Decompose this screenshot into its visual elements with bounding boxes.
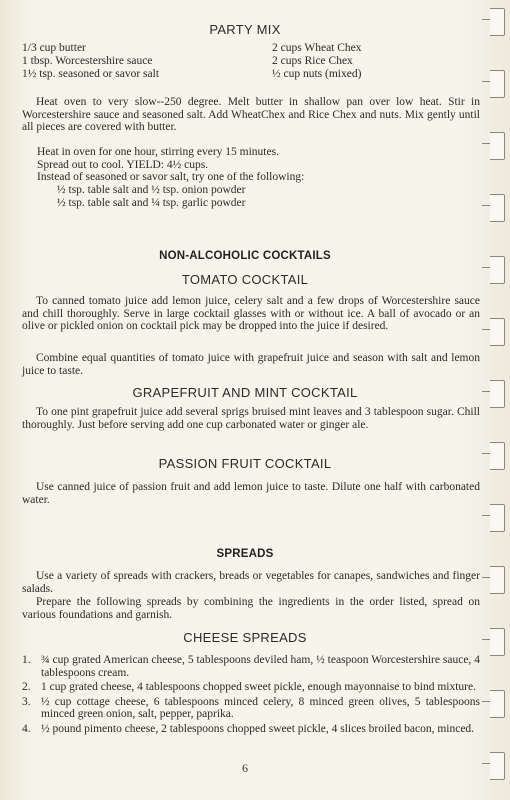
passion-fruit-title: PASSION FRUIT COCKTAIL [158, 456, 332, 471]
spreads-intro-1: Use a variety of spreads with crackers, breads or vegetables for canapes, sandwiches and finger salads. [22, 570, 480, 595]
list-item [22, 654, 480, 679]
binding-tab [490, 256, 505, 284]
binding-tab [490, 132, 505, 160]
tomato-cocktail-text: To canned tomato juice add lemon juice, celery salt and a few drops of Worcestershire sauce and chill thoroughly. Serve in large cocktail glasses with or without ice. A ball of avocado or an olive or pickled onion on cocktail pick may be dropped into the juice if desired. [22, 295, 480, 333]
binding-tab [490, 380, 505, 408]
binding-tab [490, 318, 505, 346]
step-line: Instead of seasoned or savor salt, try one of the following: [37, 171, 305, 184]
spreads-intro-2: Prepare the following spreads by combining the ingredients in the order listed, spread on various foundations and garnish. [22, 596, 480, 621]
list-item [22, 696, 480, 721]
party-mix-ingredients-right [272, 42, 362, 81]
ingredient: 2 cups Wheat Chex [272, 42, 362, 54]
item-text: ¾ cup grated American cheese, 5 tablespoons deviled ham, ½ teaspoon Worcestershire sauce, 4 tablespoons cream. [41, 654, 480, 679]
item-number: 4. [22, 722, 31, 735]
binding-tab [490, 752, 505, 780]
binding-tab [490, 628, 505, 656]
list-item [22, 681, 480, 694]
salt-option: ½ tsp. table salt and ½ tsp. onion powder [57, 184, 246, 197]
passion-fruit-text: Use canned juice of passion fruit and add lemon juice to taste. Dilute one half with carbonated water. [22, 481, 480, 506]
spreads-section-title: SPREADS [216, 548, 274, 560]
binding-tab [490, 8, 505, 36]
cheese-spreads-list [22, 654, 480, 738]
cheese-spreads-title: CHEESE SPREADS [183, 630, 307, 645]
binding-tab [490, 194, 505, 222]
tomato-cocktail-title: TOMATO COCKTAIL [181, 272, 309, 287]
party-mix-ingredients-left [22, 42, 159, 81]
binding-tab [490, 690, 505, 718]
salt-option: ½ tsp. table salt and ¼ tsp. garlic powder [57, 196, 246, 209]
ingredient: 1/3 cup butter [22, 42, 86, 54]
party-mix-title: PARTY MIX [209, 22, 281, 37]
item-text: 1 cup grated cheese, 4 tablespoons chopped sweet pickle, enough mayonnaise to bind mixture. [41, 681, 476, 694]
binding-tab [490, 566, 505, 594]
binding-tab [490, 504, 505, 532]
item-number: 2. [22, 681, 31, 694]
grapefruit-cocktail-text: To one pint grapefruit juice add several sprigs bruised mint leaves and 3 tablespoon sugar. Chill thoroughly. Just before serving add one cup carbonated water or ginger ale. [22, 406, 480, 431]
page-number: 6 [242, 761, 248, 775]
step-line: Heat in oven for one hour, stirring every 15 minutes. [37, 146, 279, 158]
tomato-cocktail-text-2: Combine equal quantities of tomato juice with grapefruit juice and season with salt and lemon juice to taste. [22, 352, 480, 377]
ingredient: 1½ tsp. seasoned or savor salt [22, 68, 160, 80]
ingredient: ½ cup nuts (mixed) [272, 68, 362, 80]
item-text: ½ cup cottage cheese, 6 tablespoons minced celery, 8 minced green olives, 5 tablespoons minced green onion, salt, pepper, paprika. [41, 695, 480, 721]
binding-tabs [484, 0, 510, 800]
item-number: 1. [22, 654, 31, 666]
ingredient: 1 tbsp. Worcestershire sauce [22, 55, 153, 67]
party-mix-steps [22, 146, 480, 210]
item-text: ½ pound pimento cheese, 2 tablespoons chopped sweet pickle, 4 slices broiled bacon, minced. [41, 722, 475, 735]
binding-tab [490, 442, 505, 470]
list-item [22, 723, 480, 736]
binding-tab [490, 70, 505, 98]
ingredient: 2 cups Rice Chex [272, 55, 353, 67]
party-mix-directions: Heat oven to very slow--250 degree. Melt butter in shallow pan over low heat. Stir in Worcestershire sauce and seasoned salt. Add WheatChex and Rice Chex and nuts. Mix gently until all pieces are covered with butter. [22, 96, 480, 134]
step-line: Spread out to cool. YIELD: 4½ cups. [37, 158, 209, 171]
item-number: 3. [22, 695, 31, 708]
grapefruit-cocktail-title: GRAPEFRUIT AND MINT COCKTAIL [132, 385, 358, 400]
cocktails-section-title: NON-ALCOHOLIC COCKTAILS [159, 250, 331, 262]
